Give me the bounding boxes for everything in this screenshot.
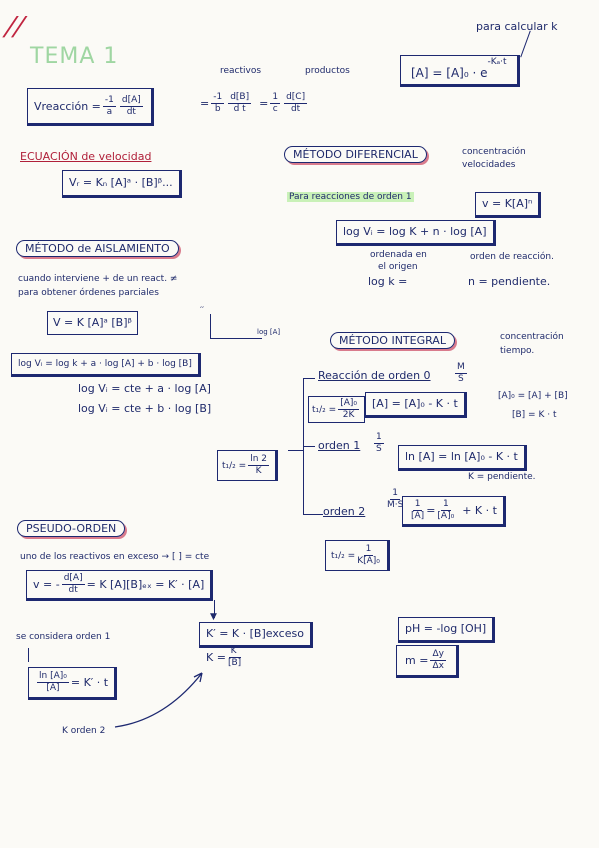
pseudo-heading: PSEUDO-ORDEN bbox=[17, 520, 125, 537]
orden-uno-box: ln [A] = ln [A]₀ - K · t bbox=[398, 445, 527, 471]
origen-label: ordenada en bbox=[370, 250, 427, 260]
orden-dos-units-frac bbox=[387, 488, 403, 511]
concentration-exp-box bbox=[400, 55, 520, 87]
diferencial-item: velocidades bbox=[462, 160, 516, 170]
k-formula-den: [B] bbox=[227, 658, 242, 668]
frac-da bbox=[120, 95, 143, 118]
orden-uno-note: K = pendiente. bbox=[468, 472, 536, 482]
slope-den: Δx bbox=[432, 661, 444, 671]
orden-cero-label: Reacción de orden 0 bbox=[318, 369, 431, 382]
axis-mark: ′′ bbox=[200, 306, 205, 316]
tree-branch-half bbox=[288, 450, 304, 451]
slope-lhs: m = bbox=[405, 654, 429, 667]
orden-dos-label: orden 2 bbox=[323, 505, 366, 518]
concentration-exp-exponent: -Kₐ·t bbox=[487, 57, 507, 67]
pendiente-label: n = pendiente. bbox=[468, 275, 551, 288]
orden-cero-box: [A] = [A]₀ - K · t bbox=[365, 392, 467, 418]
ecuacion-box: Vᵣ = Kₙ [A]ᵃ · [B]ᵝ... bbox=[62, 170, 182, 198]
t12-cero-lhs: t₁/₂ = bbox=[312, 404, 337, 415]
pseudo-ln-box bbox=[28, 667, 117, 700]
orden-cero-note1: [A]₀ = [A] + [B] bbox=[498, 391, 568, 401]
orden-dos-t12-num: 1 bbox=[365, 544, 372, 554]
frac-a-den: a bbox=[106, 106, 113, 117]
tree-branch-0 bbox=[303, 378, 315, 379]
half-life-box bbox=[217, 450, 278, 481]
orden-dos-eq: = bbox=[426, 504, 436, 517]
frac-b-num: -1 bbox=[213, 92, 223, 102]
frac-c bbox=[270, 92, 280, 115]
productos-label: productos bbox=[305, 66, 350, 76]
pseudo-ln-rhs: = K′ · t bbox=[70, 676, 109, 689]
margin-slashes: // bbox=[0, 12, 29, 42]
diferencial-item: concentración bbox=[462, 147, 526, 157]
frac-db-den: d t bbox=[233, 104, 246, 114]
pseudo-box-num: d[A] bbox=[63, 573, 83, 583]
korden-arrow bbox=[110, 665, 210, 735]
aislamiento-eq2: log Vᵢ = cte + b · log [B] bbox=[78, 402, 212, 415]
velocidad-box bbox=[27, 88, 154, 126]
eq-sign-1: = bbox=[200, 97, 210, 110]
t12-cero-box bbox=[308, 396, 365, 423]
axis-horizontal bbox=[210, 338, 262, 339]
log-vi-box: log Vᵢ = log K + n · log [A] bbox=[336, 220, 496, 246]
orden-uno-label: orden 1 bbox=[318, 439, 361, 452]
orden-cero-units-frac bbox=[455, 362, 467, 385]
axis-label: log [A] bbox=[257, 328, 281, 336]
frac-db bbox=[228, 92, 251, 115]
aislamiento-line2: para obtener órdenes parciales bbox=[18, 288, 159, 298]
frac-c-den: c bbox=[272, 104, 278, 114]
orden-dos-t12-lhs: t₁/₂ = bbox=[331, 550, 356, 561]
reactivos-label: reactivos bbox=[220, 66, 262, 76]
aislamiento-line1: cuando interviene + de un react. ≠ bbox=[18, 274, 178, 284]
t12-cero-num: [A]₀ bbox=[340, 398, 357, 408]
half-life-frac bbox=[248, 454, 269, 477]
k-formula-frac bbox=[228, 646, 241, 669]
orden-dos-t12-frac bbox=[357, 544, 380, 567]
pseudo-box-den: dt bbox=[68, 585, 78, 595]
para-calcular-note: para calcular k bbox=[476, 20, 558, 33]
frac-c-num: 1 bbox=[272, 92, 279, 102]
orden1-note: Para reacciones de orden 1 bbox=[289, 192, 412, 202]
aislamiento-eq1: log Vᵢ = cte + a · log [A] bbox=[78, 382, 211, 395]
orden-uno-units bbox=[372, 432, 386, 455]
orden-uno-units-num: 1 bbox=[376, 432, 382, 442]
k-formula-num: K′ bbox=[230, 646, 239, 656]
pseudo-box bbox=[26, 570, 213, 601]
pseudo-line1: uno de los reactivos en exceso → [ ] = cte bbox=[20, 552, 210, 562]
slope-num: Δy bbox=[432, 649, 444, 659]
frac-db-num: d[B] bbox=[230, 92, 250, 102]
orden-uno-units-den: S bbox=[376, 444, 382, 454]
ph-box: pH = -log [OH] bbox=[398, 617, 495, 643]
k-prime-box: K′ = K · [B]exceso bbox=[199, 622, 313, 648]
velocidad-rest bbox=[200, 92, 309, 115]
considera-label: se considera orden 1 bbox=[16, 632, 111, 642]
orden-label: orden de reacción. bbox=[470, 252, 554, 262]
orden-cero-units bbox=[453, 362, 469, 385]
slope-frac bbox=[430, 649, 445, 672]
integral-item: tiempo. bbox=[500, 346, 535, 356]
ecuacion-heading: ECUACIÓN de velocidad bbox=[20, 150, 152, 163]
orden-dos-b-den: [A]₀ bbox=[437, 511, 455, 521]
orden-dos-b-num: 1 bbox=[442, 499, 449, 509]
orden-dos-t12-box bbox=[325, 540, 390, 571]
frac-b-den: b bbox=[214, 104, 221, 114]
rate-box: v = K[A]ⁿ bbox=[475, 192, 541, 218]
pseudo-arrow-head: ▼ bbox=[210, 612, 217, 622]
pseudo-ln-frac bbox=[37, 671, 69, 694]
velocidad-label: Vreacción = bbox=[34, 99, 101, 113]
orden-dos-units-num: 1 bbox=[392, 488, 399, 498]
orden-dos-a-num: 1 bbox=[414, 499, 421, 509]
pseudo-ln-den: [A] bbox=[46, 683, 60, 693]
frac-dc-num: d[C] bbox=[286, 92, 306, 102]
orden-dos-a-den: [A] bbox=[411, 511, 425, 521]
frac-dc bbox=[284, 92, 307, 115]
korden-label: K orden 2 bbox=[62, 726, 106, 736]
diferencial-heading: MÉTODO DIFERENCIAL bbox=[284, 146, 427, 163]
pseudo-box-frac bbox=[62, 573, 85, 596]
tree-branch-1 bbox=[303, 446, 315, 447]
frac-b bbox=[211, 92, 224, 115]
orden-dos-units-den: M·S bbox=[387, 500, 404, 510]
eq-sign-2: = bbox=[259, 97, 269, 110]
logk-label: log k = bbox=[368, 275, 408, 288]
orden-uno-units-frac bbox=[374, 432, 384, 455]
frac-a-num: -1 bbox=[104, 94, 114, 105]
integral-items bbox=[500, 330, 564, 358]
t12-cero-frac bbox=[338, 398, 359, 421]
slope-box bbox=[396, 645, 459, 678]
t12-cero-den: 2K bbox=[342, 410, 355, 420]
pseudo-box-rhs: = K [A][B]ₑₓ = K′ · [A] bbox=[86, 578, 205, 591]
arrow-line bbox=[520, 31, 531, 58]
orden-cero-note2: [B] = K · t bbox=[512, 410, 557, 420]
orden-dos-frac-a bbox=[411, 499, 424, 522]
axis-vertical bbox=[210, 314, 211, 338]
orden-cero-units-den: S bbox=[458, 374, 464, 384]
integral-item: concentración bbox=[500, 332, 564, 342]
pseudo-ln-num: ln [A]₀ bbox=[39, 671, 67, 681]
orden-dos-tail: + K · t bbox=[462, 504, 497, 517]
frac-da-num: d[A] bbox=[121, 94, 141, 105]
orden-dos-frac-b bbox=[437, 499, 454, 522]
aislamiento-box: V = K [A]ᵃ [B]ᵝ bbox=[47, 311, 138, 335]
orden-cero-units-num: M bbox=[457, 362, 465, 372]
tree-branch-2 bbox=[303, 514, 323, 515]
k-formula bbox=[206, 646, 243, 669]
frac-da-den: dt bbox=[126, 106, 136, 117]
half-life-den: K bbox=[255, 466, 262, 476]
aislamiento-heading: MÉTODO de AISLAMIENTO bbox=[16, 240, 179, 257]
concentration-exp-formula: [A] = [A]₀ · e bbox=[411, 66, 488, 80]
orden-dos-box bbox=[402, 496, 506, 527]
frac-dc-den: dt bbox=[290, 104, 301, 114]
diferencial-items bbox=[462, 146, 526, 172]
frac-a bbox=[103, 95, 116, 118]
integral-heading: MÉTODO INTEGRAL bbox=[330, 332, 455, 349]
page-title: TEMA 1 bbox=[30, 44, 119, 69]
origen-label-2: el origen bbox=[378, 262, 418, 272]
half-life-lhs: t₁/₂ = bbox=[222, 460, 247, 471]
aislamiento-log-box: log Vᵢ = log k + a · log [A] + b · log [B] bbox=[11, 353, 201, 377]
k-formula-lhs: K = bbox=[206, 651, 226, 664]
pseudo-box-lhs: v = - bbox=[33, 578, 60, 591]
considera-arrow bbox=[28, 648, 29, 662]
orden-dos-t12-den: K[A]₀ bbox=[357, 556, 380, 566]
half-life-num: ln 2 bbox=[250, 454, 267, 464]
